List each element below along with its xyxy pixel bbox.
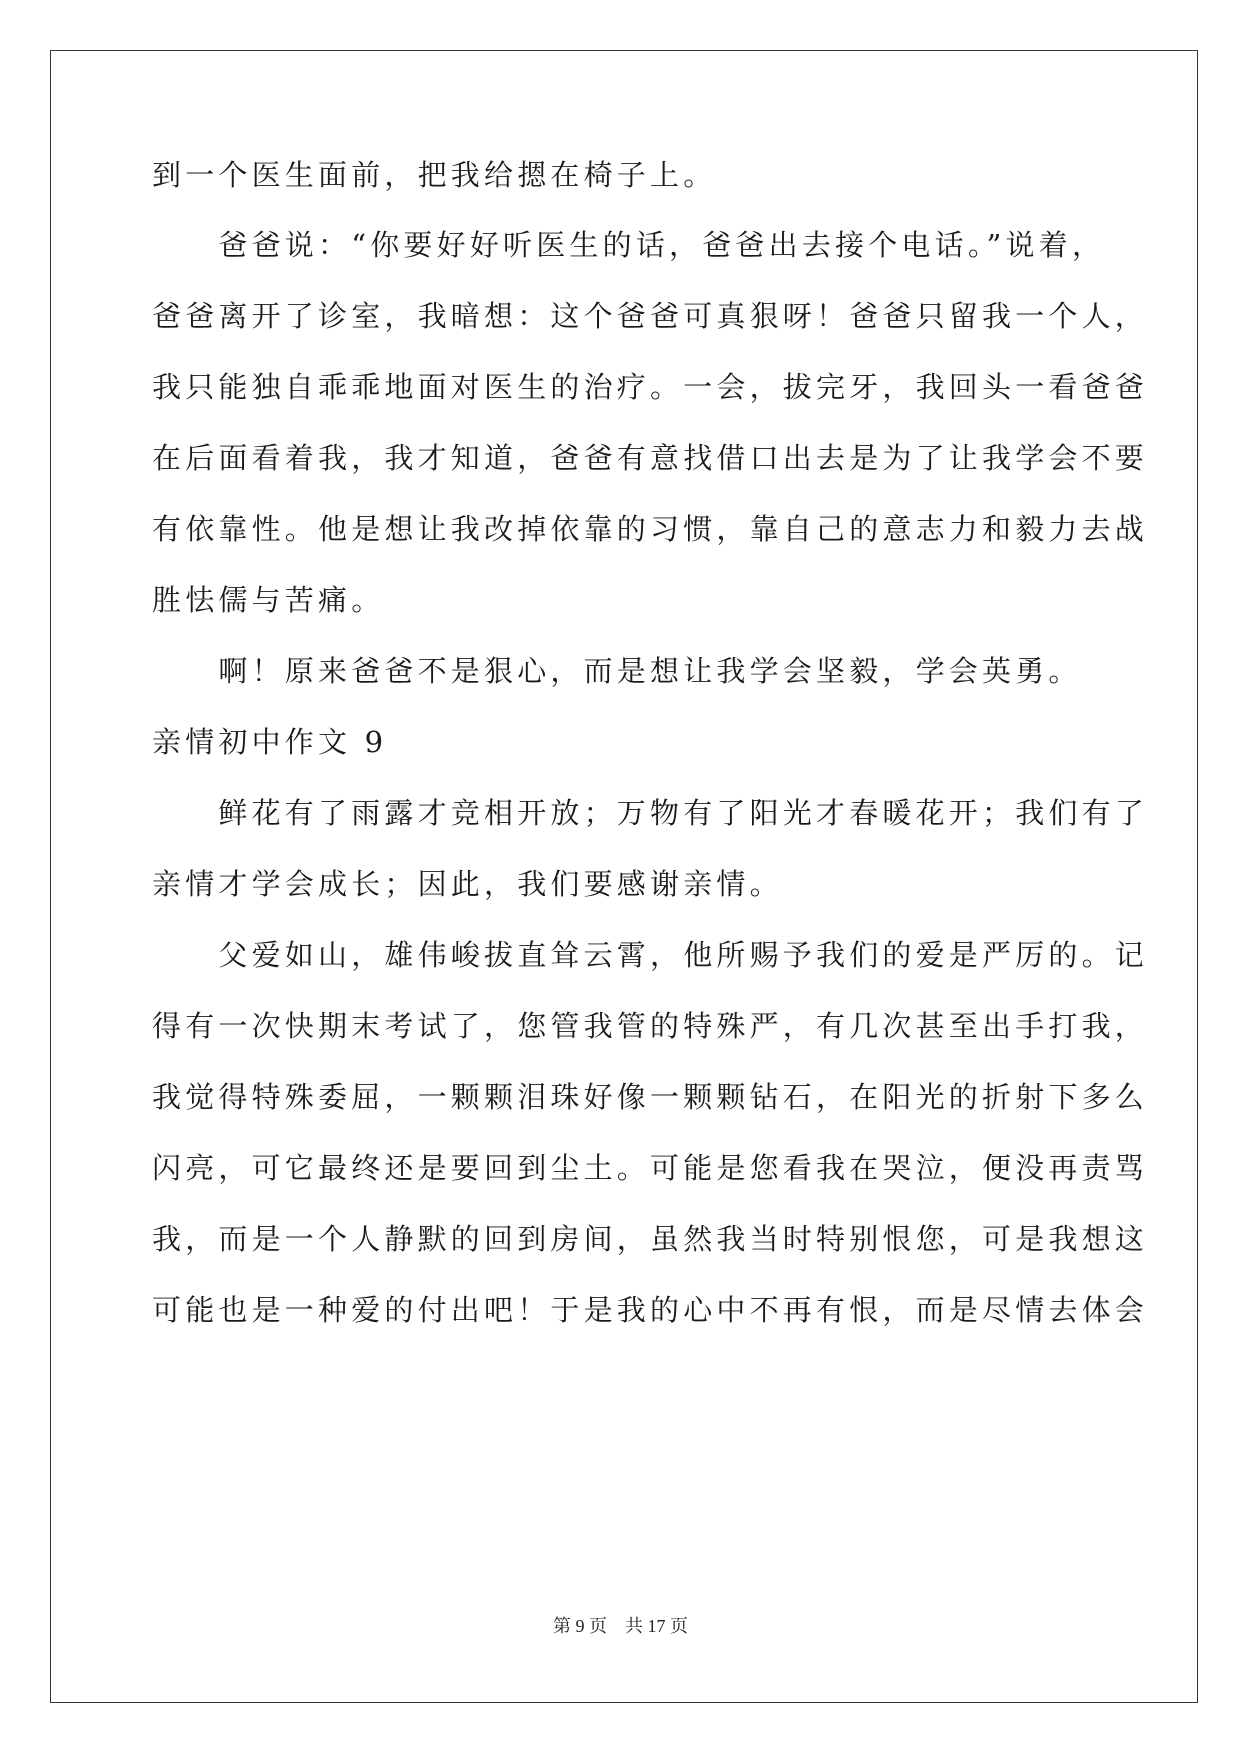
text-line: 得有一次快期末考试了，您管我管的特殊严，有几次甚至出手打我， [152, 1009, 1149, 1043]
text-line: 我，而是一个人静默的回到房间，虽然我当时特别恨您，可是我想这 [152, 1222, 1149, 1256]
section-heading: 亲情初中作文 9 [152, 725, 388, 759]
text-line: 在后面看着我，我才知道，爸爸有意找借口出去是为了让我学会不要 [152, 441, 1149, 475]
text-line: 胜怯儒与苦痛。 [152, 583, 385, 617]
text-line: 闪亮，可它最终还是要回到尘土。可能是您看我在哭泣，便没再责骂 [152, 1151, 1149, 1185]
paragraph-line: 啊！原来爸爸不是狠心，而是想让我学会坚毅，学会英勇。 [152, 654, 1082, 688]
text-line: 爸爸离开了诊室，我暗想：这个爸爸可真狠呀！爸爸只留我一个人， [152, 299, 1149, 333]
paragraph-line: 鲜花有了雨露才竞相开放；万物有了阳光才春暖花开；我们有了 [152, 796, 1149, 830]
text-line: 有依靠性。他是想让我改掉依靠的习惯，靠自己的意志力和毅力去战 [152, 512, 1149, 546]
page-number: 第 9 页 共 17 页 [553, 1616, 688, 1636]
text-line: 亲情才学会成长；因此，我们要感谢亲情。 [152, 867, 783, 901]
text-line: 我觉得特殊委屈，一颗颗泪珠好像一颗颗钻石，在阳光的折射下多么 [152, 1080, 1149, 1114]
text-line: 可能也是一种爱的付出吧！于是我的心中不再有恨，而是尽情去体会 [152, 1293, 1149, 1327]
text-line: 我只能独自乖乖地面对医生的治疗。一会，拔完牙，我回头一看爸爸 [152, 370, 1149, 404]
paragraph-line: 爸爸说：“你要好好听医生的话，爸爸出去接个电话。”说着， [152, 228, 1106, 262]
text-line: 到一个医生面前，把我给摁在椅子上。 [152, 158, 717, 192]
paragraph-line: 父爱如山，雄伟峻拔直耸云霄，他所赐予我们的爱是严厉的。记 [152, 938, 1149, 972]
